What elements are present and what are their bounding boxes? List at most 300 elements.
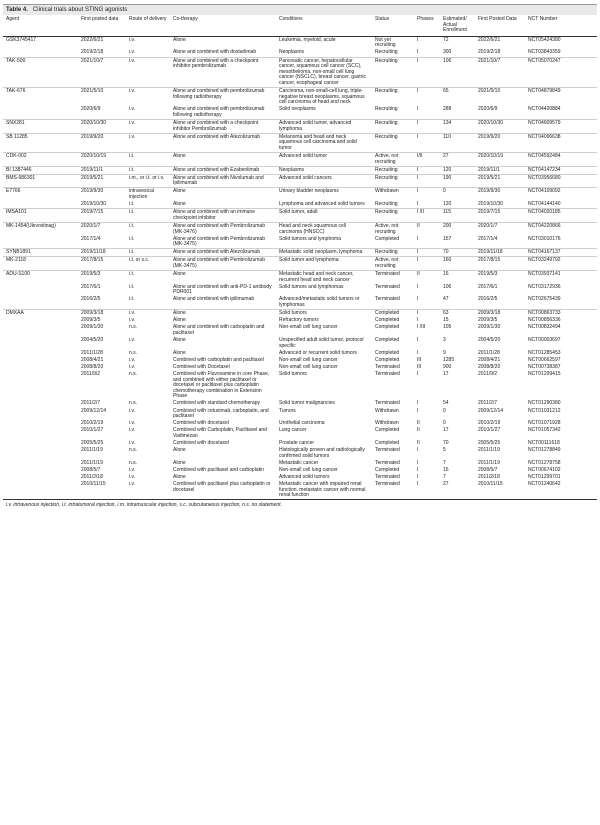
table-cell: Combined with Docetaxel bbox=[173, 363, 230, 370]
table-cell: 200 bbox=[440, 222, 475, 235]
table-cell: intravesical injection bbox=[126, 188, 170, 201]
table-cell: Alone and combined with pembrolizumab following radiotherapy bbox=[170, 88, 276, 107]
table-cell: 2010/11/15 bbox=[81, 481, 106, 488]
table-body bbox=[3, 36, 597, 499]
table-cell: 2010/1/27 bbox=[478, 427, 501, 434]
table-cell: i.v. bbox=[129, 363, 136, 370]
table-cell: I /III bbox=[417, 324, 426, 331]
table-cell: NCT01240642 bbox=[528, 481, 561, 488]
table-cell: DMXAA bbox=[3, 310, 78, 318]
table-cell: 47 bbox=[443, 296, 449, 303]
table-cell: Alone bbox=[170, 152, 276, 166]
table-cell: 2019/11/1 bbox=[475, 166, 525, 174]
table-cell: 2020/10/30 bbox=[78, 120, 126, 134]
table-cell: NCT00856336 bbox=[528, 317, 561, 324]
table-cell bbox=[3, 296, 78, 309]
table-cell: Alone and combined with Atezolizumab bbox=[170, 133, 276, 152]
table-cell: 2009/3/5 bbox=[81, 317, 101, 324]
table-cell: Solid tumor and lymphoma bbox=[276, 257, 372, 271]
table-cell: I bbox=[417, 407, 419, 414]
table-cell: Alone and combined with Pembrolizumab (MK-3476) bbox=[170, 222, 276, 235]
table-cell: Recruiting bbox=[375, 49, 398, 56]
table-cell: 288 bbox=[443, 106, 452, 113]
table-cell: NCT01299415 bbox=[528, 370, 561, 377]
table-cell: Alone and combined with Pembrolizumab (MK-3475) bbox=[173, 235, 265, 248]
table-cell: Alone bbox=[173, 349, 186, 356]
table-cell: 7 bbox=[443, 473, 446, 480]
table-cell: 2020/1/7 bbox=[475, 222, 525, 235]
table-cell bbox=[3, 350, 78, 357]
table-cell: i.t. or s.c. bbox=[126, 257, 170, 271]
table-cell: Combined with standard chemotherapy bbox=[173, 400, 260, 407]
table-cell: 2020/6/9 bbox=[81, 106, 101, 113]
table-cell: Completed bbox=[375, 466, 400, 473]
table-cell: I bbox=[414, 310, 440, 318]
table-cell: I bbox=[417, 400, 419, 407]
table-cell: I bbox=[414, 88, 440, 107]
table-cell: Refractory tumors bbox=[279, 317, 319, 324]
table-cell: Recruiting bbox=[372, 174, 414, 188]
table-cell: III bbox=[417, 363, 422, 370]
table-row bbox=[3, 460, 597, 467]
table-cell: TAK-676 bbox=[3, 88, 78, 107]
table-row bbox=[3, 257, 597, 271]
table-cell: 2010/2/19 bbox=[478, 420, 501, 427]
table-row bbox=[3, 324, 597, 337]
table-cell: 2019/10/30 bbox=[478, 201, 504, 208]
table-cell: I bbox=[414, 174, 440, 188]
table-cell: Alone and combined with a checkpoint inhibitor pembrolizumab bbox=[170, 57, 276, 87]
table-cell: Completed bbox=[372, 310, 414, 318]
table-cell: i.v. bbox=[126, 120, 170, 134]
table-row bbox=[3, 474, 597, 481]
table-cell: Terminated bbox=[375, 363, 400, 370]
table-footnote: i.v. intravenous injection, i.t. intratumoral injection, i.m. intramuscular injection, s.c. subcutaneous injection, n.s. no statement. bbox=[3, 499, 597, 509]
table-cell: I bbox=[414, 188, 440, 201]
table-cell: n.s. bbox=[129, 459, 138, 466]
table-cell: i.v. bbox=[129, 440, 136, 446]
table-cell: Terminated bbox=[375, 459, 400, 466]
table-cell: 54 bbox=[443, 400, 449, 407]
table-cell: NCT03172936 bbox=[528, 283, 561, 290]
table-cell: Non-small cell lung cancer bbox=[279, 324, 338, 331]
table-cell: i.v. bbox=[129, 356, 136, 363]
table-cell: I bbox=[414, 57, 440, 87]
table-cell: Combined with cetuximab, carboplatin, and paclitaxel bbox=[173, 407, 269, 420]
table-cell: GSK3745417 bbox=[3, 36, 78, 49]
table-cell: Alone bbox=[170, 188, 276, 201]
table-row bbox=[3, 49, 597, 57]
table-cell: Metastatic solid neoplasm, lymphoma bbox=[276, 249, 372, 257]
table-cell: i.v. bbox=[129, 481, 136, 488]
table-cell: Combined with Fluvoxamine in core Phase, and combined with either paclitaxel or docetaxel or paclitaxel plus carboplatin chemotherapy combination in Extension Phase bbox=[173, 370, 270, 400]
table-cell bbox=[3, 357, 78, 364]
table-cell: 15 bbox=[443, 317, 449, 324]
table-cell: i.v. bbox=[129, 473, 136, 480]
table-cell: 2005/5/25 bbox=[478, 440, 501, 446]
table-cell: 190 bbox=[440, 174, 475, 188]
table-row bbox=[3, 427, 597, 440]
table-cell: 2008/5/7 bbox=[478, 466, 498, 473]
table-cell: Completed bbox=[375, 317, 400, 324]
table-row bbox=[3, 106, 597, 119]
table-cell: 2011/2/18 bbox=[81, 473, 103, 480]
table-cell: MK-1454(Ulevostinag) bbox=[3, 222, 78, 235]
table-cell: 2019/9/30 bbox=[78, 188, 126, 201]
table-title: Clinical trials about STING agonists bbox=[32, 7, 128, 13]
table-cell: I bbox=[414, 249, 440, 257]
table-cell bbox=[3, 481, 78, 499]
table-row bbox=[3, 400, 597, 407]
table-cell: NCT03249792 bbox=[525, 257, 597, 271]
table-row bbox=[3, 209, 597, 223]
table-row bbox=[3, 133, 597, 152]
table-cell: Terminated bbox=[375, 296, 400, 303]
table-cell: 900 bbox=[443, 363, 452, 370]
table-cell: NCT01299701 bbox=[528, 473, 561, 480]
table-cell: I bbox=[417, 235, 419, 242]
table-cell: Recruiting bbox=[372, 249, 414, 257]
table-cell: I bbox=[417, 296, 419, 303]
column-header: NCT Number bbox=[525, 15, 597, 36]
table-cell: 2004/5/20 bbox=[478, 337, 501, 343]
table-cell: 2017/8/15 bbox=[475, 257, 525, 271]
table-cell: Combined with Carboplatin, Paclitaxel and Vadimezan bbox=[173, 427, 267, 439]
table-cell: i.v. bbox=[126, 36, 170, 49]
table-cell: 106 bbox=[440, 57, 475, 87]
table-cell bbox=[3, 371, 78, 400]
table-cell bbox=[3, 337, 78, 350]
table-cell: i.v. bbox=[129, 317, 136, 324]
table-cell: i.v. bbox=[129, 466, 136, 473]
table-cell: 134 bbox=[440, 120, 475, 134]
table-cell: 7 bbox=[443, 459, 446, 466]
table-cell: Histologically proven and radiologically confirmed solid tumors bbox=[279, 447, 365, 459]
table-cell bbox=[3, 284, 78, 297]
table-cell: Head and neck squamous cell carcinoma (HNSCC) bbox=[276, 222, 372, 235]
table-cell: 2019/9/30 bbox=[475, 188, 525, 201]
table-cell: 106 bbox=[443, 283, 452, 290]
column-header: Co-therapy bbox=[170, 15, 276, 36]
table-cell: Advanced solid cancers bbox=[276, 174, 372, 188]
column-header: Estimated/ Actual Enrollment bbox=[440, 15, 475, 36]
table-cell: Withdrawn bbox=[372, 188, 414, 201]
table-row bbox=[3, 467, 597, 474]
table-row bbox=[3, 271, 597, 284]
table-cell: Recruiting bbox=[372, 166, 414, 174]
table-row bbox=[3, 420, 597, 427]
table-cell: Advanced or recurrent solid tumors bbox=[279, 349, 357, 356]
table-cell: 2017/8/15 bbox=[78, 257, 126, 271]
table-row bbox=[3, 152, 597, 166]
table-cell: NCT01290380 bbox=[528, 400, 561, 407]
table-cell bbox=[3, 364, 78, 371]
table-cell: Alone bbox=[170, 271, 276, 284]
table-cell: I bbox=[417, 370, 419, 377]
table-cell: i.v. bbox=[129, 427, 136, 434]
table-cell: NCT04147234 bbox=[525, 166, 597, 174]
table-cell: 2019/2/18 bbox=[478, 49, 501, 56]
table-cell bbox=[3, 317, 78, 324]
table-cell bbox=[3, 474, 78, 481]
table-cell: 2019/9/20 bbox=[78, 133, 126, 152]
table-cell: 17 bbox=[443, 427, 449, 434]
table-cell: 2019/11/18 bbox=[475, 249, 525, 257]
table-cell: i.v. bbox=[129, 106, 136, 113]
table-cell: 2020/10/19 bbox=[78, 152, 126, 166]
table-cell: I bbox=[414, 120, 440, 134]
table-cell: 2017/1/4 bbox=[478, 235, 498, 242]
table-row bbox=[3, 222, 597, 235]
table-cell: 2020/10/19 bbox=[475, 152, 525, 166]
table-cell: II bbox=[417, 420, 420, 427]
table-cell: IMSA101 bbox=[3, 209, 78, 223]
table-cell: II bbox=[414, 222, 440, 235]
table-cell bbox=[3, 447, 78, 460]
table-cell: NCT03956680 bbox=[525, 174, 597, 188]
table-cell: NCT04020185 bbox=[525, 209, 597, 223]
table-cell: III bbox=[417, 356, 422, 363]
table-cell: 2009/12/14 bbox=[478, 407, 504, 414]
table-cell: n.s. bbox=[129, 370, 138, 377]
table-cell: Terminated bbox=[372, 271, 414, 284]
table-cell: Combined with paclitaxel plus carboplatin or docetaxel bbox=[173, 481, 271, 493]
table-cell: 157 bbox=[443, 235, 452, 242]
table-cell: i.v. bbox=[129, 407, 136, 414]
table-cell: 2022/6/21 bbox=[475, 36, 525, 49]
table-cell: 105 bbox=[443, 324, 452, 331]
table-cell: NCT00003697 bbox=[528, 337, 561, 343]
table-cell: Advanced solid tumor, advanced lymphoma bbox=[276, 120, 372, 134]
table-row bbox=[3, 317, 597, 324]
table-cell: 2011/1/19 bbox=[81, 447, 103, 454]
table-cell bbox=[3, 420, 78, 427]
table-cell: NCT04592484 bbox=[525, 152, 597, 166]
table-cell: 2011/1/19 bbox=[478, 447, 500, 454]
table-cell: Non-small cell lung cancer bbox=[279, 356, 338, 363]
table-cell: 2016/2/5 bbox=[81, 296, 101, 303]
table-cell: NCT01057342 bbox=[528, 427, 561, 434]
table-cell: 2009/3/5 bbox=[478, 317, 498, 324]
table-cell: 0 bbox=[440, 188, 475, 201]
column-header: Phases bbox=[414, 15, 440, 36]
table-cell: n.s. bbox=[129, 447, 138, 454]
column-header: Status bbox=[372, 15, 414, 36]
table-cell: 2019/5/21 bbox=[475, 174, 525, 188]
table-cell: Solid tumors and lymphoma bbox=[279, 235, 341, 242]
table-cell: NCT02675439 bbox=[528, 296, 561, 303]
table-header-row bbox=[3, 15, 597, 36]
table-row bbox=[3, 440, 597, 447]
table-cell: NCT03843359 bbox=[528, 49, 561, 56]
table-cell: n.s. bbox=[129, 400, 138, 407]
table-cell: NCT04109092 bbox=[525, 188, 597, 201]
table-cell: NCT04167137 bbox=[525, 249, 597, 257]
table-cell: 2019/7/15 bbox=[78, 209, 126, 223]
table-cell bbox=[3, 440, 78, 447]
table-cell: 1285 bbox=[443, 356, 455, 363]
table-cell: 2019/11/1 bbox=[78, 166, 126, 174]
table-cell: 115 bbox=[440, 209, 475, 223]
table-cell: Terminated bbox=[375, 481, 400, 488]
table-cell: Metastatic head and neck cancer, recurrent head and neck cancer bbox=[276, 271, 372, 284]
table-cell: Carcinoma, non-small-cell lung, triple-negative breast neoplasms, squamous cell carcinoma of head and neck bbox=[276, 88, 372, 107]
table-row bbox=[3, 88, 597, 107]
table-cell: Active, not recruiting bbox=[372, 257, 414, 271]
table-cell: I/II bbox=[414, 152, 440, 166]
table-cell: I bbox=[414, 257, 440, 271]
table-cell: Alone bbox=[173, 473, 186, 480]
table-cell bbox=[3, 324, 78, 337]
table-cell: 2010/1/27 bbox=[81, 427, 104, 434]
table-cell: Advanced solid tumors bbox=[279, 473, 330, 480]
table-cell: Lymphoma and advanced solid tumors bbox=[279, 201, 365, 208]
table-row bbox=[3, 296, 597, 309]
table-cell: Tumors bbox=[279, 407, 296, 414]
table-cell: I bbox=[417, 49, 419, 56]
table-row bbox=[3, 236, 597, 249]
table-cell: 2021/5/10 bbox=[78, 88, 126, 107]
table-cell: NCT01278758 bbox=[528, 459, 561, 466]
table-cell: 2021/10/7 bbox=[78, 57, 126, 87]
table-cell bbox=[3, 460, 78, 467]
table-cell: Advanced/metastatic solid tumors or lymphomas bbox=[279, 296, 360, 309]
table-cell: Withdrawn bbox=[375, 420, 399, 427]
table-cell: Completed bbox=[375, 324, 400, 331]
table-cell: Alone and combined with Ezabenlimab bbox=[170, 166, 276, 174]
table-cell: Completed bbox=[375, 235, 400, 242]
table-cell: 110 bbox=[440, 133, 475, 152]
table-cell: 2017/1/4 bbox=[81, 235, 101, 242]
table-cell: SB 11285 bbox=[3, 133, 78, 152]
table-cell: Alone and combined with Nivolumab and Ipilimumab bbox=[170, 174, 276, 188]
table-cell: Alone and combined with pembrolizumab following radiotherapy bbox=[173, 106, 265, 118]
table-cell: Completed bbox=[375, 356, 400, 363]
table-row bbox=[3, 188, 597, 201]
table-cell: NCT04420884 bbox=[528, 106, 561, 113]
table-cell: 2011/9/2 bbox=[478, 370, 498, 377]
table-cell: i.v. bbox=[126, 57, 170, 87]
table-cell: Recruiting bbox=[372, 120, 414, 134]
table-cell: 2019/5/3 bbox=[78, 271, 126, 284]
table-row bbox=[3, 350, 597, 357]
table-cell: 2009/3/18 bbox=[78, 310, 126, 318]
table-cell: 72 bbox=[440, 36, 475, 49]
table-cell: I bbox=[414, 133, 440, 152]
table-cell: II bbox=[414, 271, 440, 284]
table-cell bbox=[3, 236, 78, 249]
table-cell: i.t. bbox=[126, 166, 170, 174]
table-cell: Active, not recruiting bbox=[372, 152, 414, 166]
table-cell: NCT00738387 bbox=[528, 363, 561, 370]
table-cell: 2011/9/2 bbox=[81, 370, 101, 377]
table-cell: i.t. bbox=[126, 271, 170, 284]
table-cell: NCT03010176 bbox=[528, 235, 561, 242]
table-cell: Prostate cancer bbox=[279, 440, 315, 446]
table-cell: 63 bbox=[440, 310, 475, 318]
table-cell: 120 bbox=[440, 166, 475, 174]
table-cell: NCT00662597 bbox=[528, 356, 561, 363]
table-row bbox=[3, 249, 597, 257]
table-cell: Alone and combined with Pembrolizumab (MK-3475) bbox=[170, 257, 276, 271]
table-cell: 2011/1/19 bbox=[81, 459, 103, 466]
table-cell: 2017/6/1 bbox=[478, 283, 498, 290]
table-cell: I bbox=[417, 473, 419, 480]
table-cell: 2019/7/15 bbox=[475, 209, 525, 223]
table-cell: 2022/6/21 bbox=[78, 36, 126, 49]
table-cell: NCT05424380 bbox=[525, 36, 597, 49]
table-cell: Terminated bbox=[375, 370, 400, 377]
table-cell: BI 1387446 bbox=[3, 166, 78, 174]
table-cell: 2020/1/7 bbox=[78, 222, 126, 235]
table-cell: 70 bbox=[443, 440, 449, 446]
table-row bbox=[3, 481, 597, 499]
table-cell: Melanoma and head and neck squamous cell carcinoma and solid tumor bbox=[276, 133, 372, 152]
table-cell: Solid neoplasms bbox=[279, 106, 316, 113]
table-cell: NCT01285453 bbox=[528, 349, 561, 356]
table-cell: 15 bbox=[443, 466, 449, 473]
table-cell bbox=[3, 400, 78, 407]
table-cell: Alone and combined with carboplatin and paclitaxel bbox=[173, 324, 265, 336]
table-cell: I /II bbox=[414, 209, 440, 223]
table-cell: 2008/4/21 bbox=[478, 356, 501, 363]
table-row bbox=[3, 284, 597, 297]
table-cell: i.v. bbox=[129, 337, 136, 343]
table-cell: NCT01071928 bbox=[528, 420, 561, 427]
table-row bbox=[3, 408, 597, 421]
table-cell: NCT04220866 bbox=[525, 222, 597, 235]
table-cell: I bbox=[417, 481, 419, 488]
table-cell: NCT00111618 bbox=[528, 440, 560, 446]
table-cell: 2019/9/20 bbox=[475, 133, 525, 152]
table-cell: Alone bbox=[173, 447, 186, 454]
table-cell: Lung cancer bbox=[279, 427, 307, 434]
table-cell: Combined with paclitaxel and carboplatin bbox=[173, 466, 264, 473]
table-cell: 2011/1/28 bbox=[478, 349, 500, 356]
table-cell: Alone bbox=[173, 459, 186, 466]
table-cell: SYNB1891 bbox=[3, 249, 78, 257]
table-cell: i.v. bbox=[129, 49, 136, 56]
table-cell: NCT04096638 bbox=[525, 133, 597, 152]
table-cell: I bbox=[414, 36, 440, 49]
table-row bbox=[3, 120, 597, 134]
table-cell: NCT04144140 bbox=[528, 201, 561, 208]
table-cell: SNX281 bbox=[3, 120, 78, 134]
column-header: First posted data bbox=[78, 15, 126, 36]
table-cell: 2019/10/30 bbox=[81, 201, 107, 208]
table-cell: i.v. bbox=[126, 133, 170, 152]
table-cell: I bbox=[414, 166, 440, 174]
table-cell: i.t. bbox=[129, 201, 135, 208]
table-cell bbox=[3, 106, 78, 119]
table-cell: 2011/1/19 bbox=[478, 459, 500, 466]
table-cell: Recruiting bbox=[375, 106, 398, 113]
table-cell: Alone bbox=[173, 317, 186, 324]
table-cell: Completed bbox=[375, 427, 400, 434]
table-cell: Urinary bladder neoplasms bbox=[276, 188, 372, 201]
table-cell: Recruiting bbox=[372, 133, 414, 152]
table-cell bbox=[3, 408, 78, 421]
table-cell: Alone and combined with an immune checkpoint inhibitor bbox=[170, 209, 276, 223]
table-cell: Combined with docetaxel bbox=[173, 440, 229, 446]
table-cell: i.m., or i.t. or i.v. bbox=[126, 174, 170, 188]
table-cell: Solid tumor malignancies bbox=[279, 400, 335, 407]
table-cell: Advanced solid tumor bbox=[276, 152, 372, 166]
table-cell bbox=[3, 427, 78, 440]
table-cell: 2009/1/30 bbox=[478, 324, 501, 331]
table-cell: I bbox=[417, 201, 419, 208]
table-cell: Alone and combined with ipilimumab bbox=[173, 296, 255, 303]
